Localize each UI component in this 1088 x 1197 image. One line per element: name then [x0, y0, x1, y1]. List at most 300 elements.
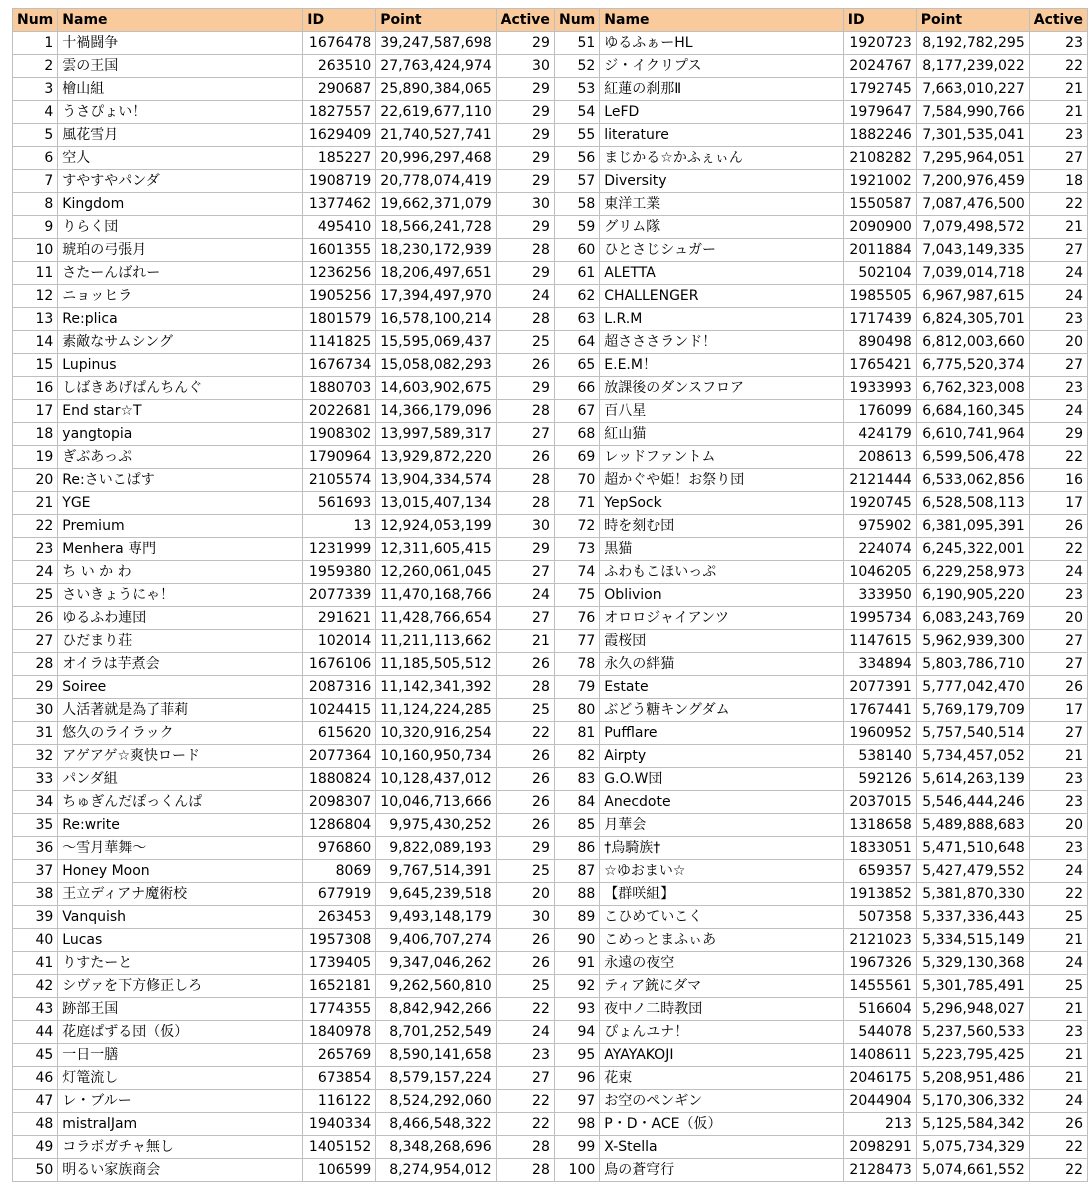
table-row: [13, 653, 555, 676]
cell-point: 11,470,168,766: [376, 584, 496, 607]
cell-num: 73: [555, 538, 600, 561]
table-row: [555, 32, 1088, 55]
cell-active: 16: [1029, 469, 1087, 492]
cell-id: 561693: [303, 492, 376, 515]
cell-name: 灯篭流し: [58, 1067, 303, 1090]
table-row: [13, 814, 555, 837]
cell-name: E.E.M！: [600, 354, 844, 377]
table-row: [13, 1044, 555, 1067]
cell-active: 23: [1029, 1021, 1087, 1044]
cell-id: 677919: [303, 883, 376, 906]
cell-active: 24: [1029, 1090, 1087, 1113]
cell-id: 1827557: [303, 101, 376, 124]
cell-id: 333950: [843, 584, 916, 607]
cell-active: 22: [496, 998, 554, 1021]
cell-id: 1141825: [303, 331, 376, 354]
table-row: [555, 883, 1088, 906]
cell-id: 2087316: [303, 676, 376, 699]
cell-active: 27: [496, 607, 554, 630]
cell-name: Diversity: [600, 170, 844, 193]
cell-point: 18,566,241,728: [376, 216, 496, 239]
cell-id: 1774355: [303, 998, 376, 1021]
cell-point: 12,311,605,415: [376, 538, 496, 561]
cell-name: ふわもこほいっぷ: [600, 561, 844, 584]
cell-active: 28: [496, 1159, 554, 1182]
cell-name: 月華会: [600, 814, 844, 837]
table-row: [555, 952, 1088, 975]
cell-num: 33: [13, 768, 58, 791]
table-row: [555, 1021, 1088, 1044]
table-row: [13, 1090, 555, 1113]
cell-id: 2128473: [843, 1159, 916, 1182]
table-row: [13, 492, 555, 515]
cell-num: 22: [13, 515, 58, 538]
table-row: [13, 952, 555, 975]
cell-name: ☆ゆおまい☆: [600, 860, 844, 883]
cell-name: ALETTA: [600, 262, 844, 285]
cell-active: 26: [1029, 676, 1087, 699]
cell-active: 22: [496, 722, 554, 745]
cell-num: 78: [555, 653, 600, 676]
table-row: [13, 308, 555, 331]
header-point: Point: [916, 9, 1029, 32]
cell-point: 8,177,239,022: [916, 55, 1029, 78]
cell-point: 7,295,964,051: [916, 147, 1029, 170]
cell-point: 5,296,948,027: [916, 998, 1029, 1021]
cell-point: 13,015,407,134: [376, 492, 496, 515]
cell-id: 1318658: [843, 814, 916, 837]
cell-id: 1236256: [303, 262, 376, 285]
cell-name: 放課後のダンスフロア: [600, 377, 844, 400]
cell-name: ぎぶあっぷ: [58, 446, 303, 469]
cell-point: 7,200,976,459: [916, 170, 1029, 193]
table-row: [13, 170, 555, 193]
cell-num: 88: [555, 883, 600, 906]
cell-name: ぶどう糖キングダム: [600, 699, 844, 722]
cell-point: 8,590,141,658: [376, 1044, 496, 1067]
cell-active: 27: [1029, 722, 1087, 745]
table-row: [13, 285, 555, 308]
cell-active: 25: [496, 699, 554, 722]
cell-id: 176099: [843, 400, 916, 423]
cell-point: 18,230,172,939: [376, 239, 496, 262]
cell-point: 7,584,990,766: [916, 101, 1029, 124]
table-row: [13, 837, 555, 860]
cell-num: 69: [555, 446, 600, 469]
cell-active: 20: [1029, 331, 1087, 354]
table-row: [555, 78, 1088, 101]
cell-active: 22: [1029, 446, 1087, 469]
cell-active: 26: [496, 768, 554, 791]
cell-id: 2098307: [303, 791, 376, 814]
cell-point: 5,734,457,052: [916, 745, 1029, 768]
cell-id: 1967326: [843, 952, 916, 975]
cell-name: ティア銃にダマ: [600, 975, 844, 998]
cell-num: 9: [13, 216, 58, 239]
cell-id: 2077364: [303, 745, 376, 768]
cell-name: L.R.M: [600, 308, 844, 331]
table-row: [13, 722, 555, 745]
cell-num: 30: [13, 699, 58, 722]
cell-active: 29: [496, 262, 554, 285]
cell-active: 21: [1029, 1044, 1087, 1067]
cell-active: 27: [496, 1067, 554, 1090]
cell-active: 26: [1029, 1113, 1087, 1136]
cell-point: 9,975,430,252: [376, 814, 496, 837]
table-row: [555, 400, 1088, 423]
cell-name: 一日一膳: [58, 1044, 303, 1067]
cell-name: Re:plica: [58, 308, 303, 331]
cell-active: 22: [1029, 55, 1087, 78]
cell-point: 8,842,942,266: [376, 998, 496, 1021]
cell-name: G.O.W団: [600, 768, 844, 791]
cell-num: 92: [555, 975, 600, 998]
cell-num: 17: [13, 400, 58, 423]
table-row: [13, 423, 555, 446]
cell-id: 8069: [303, 860, 376, 883]
cell-active: 30: [496, 55, 554, 78]
cell-active: 26: [496, 791, 554, 814]
cell-num: 21: [13, 492, 58, 515]
table-row: [555, 1044, 1088, 1067]
cell-active: 27: [1029, 239, 1087, 262]
cell-name: Oblivion: [600, 584, 844, 607]
cell-point: 6,684,160,345: [916, 400, 1029, 423]
cell-active: 20: [1029, 814, 1087, 837]
cell-active: 21: [1029, 745, 1087, 768]
cell-num: 46: [13, 1067, 58, 1090]
table-row: [555, 515, 1088, 538]
cell-num: 64: [555, 331, 600, 354]
cell-point: 15,595,069,437: [376, 331, 496, 354]
cell-num: 60: [555, 239, 600, 262]
cell-id: 1790964: [303, 446, 376, 469]
cell-active: 23: [496, 1044, 554, 1067]
header-row: [555, 9, 1088, 32]
cell-num: 66: [555, 377, 600, 400]
table-row: [555, 124, 1088, 147]
table-row: [555, 860, 1088, 883]
cell-name: 檜山組: [58, 78, 303, 101]
cell-id: 263453: [303, 906, 376, 929]
cell-num: 100: [555, 1159, 600, 1182]
cell-id: 2077339: [303, 584, 376, 607]
cell-active: 30: [496, 906, 554, 929]
cell-point: 17,394,497,970: [376, 285, 496, 308]
cell-name: 百八星: [600, 400, 844, 423]
table-row: [555, 998, 1088, 1021]
cell-num: 61: [555, 262, 600, 285]
header-row: [13, 9, 555, 32]
cell-num: 41: [13, 952, 58, 975]
table-row: [13, 607, 555, 630]
cell-active: 25: [496, 975, 554, 998]
cell-point: 9,767,514,391: [376, 860, 496, 883]
cell-active: 25: [496, 331, 554, 354]
cell-point: 7,043,149,335: [916, 239, 1029, 262]
cell-active: 22: [496, 1090, 554, 1113]
cell-point: 5,334,515,149: [916, 929, 1029, 952]
cell-num: 13: [13, 308, 58, 331]
cell-point: 6,599,506,478: [916, 446, 1029, 469]
cell-name: CHALLENGER: [600, 285, 844, 308]
cell-id: 13: [303, 515, 376, 538]
table-row: [13, 630, 555, 653]
cell-num: 38: [13, 883, 58, 906]
cell-name: 空人: [58, 147, 303, 170]
cell-id: 290687: [303, 78, 376, 101]
cell-num: 26: [13, 607, 58, 630]
cell-num: 48: [13, 1113, 58, 1136]
cell-num: 55: [555, 124, 600, 147]
cell-name: 鳥の蒼穹行: [600, 1159, 844, 1182]
table-row: [13, 906, 555, 929]
table-row: [13, 1159, 555, 1182]
cell-name: ち い か わ: [58, 561, 303, 584]
cell-name: りすたーと: [58, 952, 303, 975]
ranking-table-left: [12, 8, 555, 1182]
cell-id: 213: [843, 1113, 916, 1136]
cell-name: オロロジャイアンツ: [600, 607, 844, 630]
table-row: [555, 1090, 1088, 1113]
table-row: [13, 699, 555, 722]
cell-num: 91: [555, 952, 600, 975]
cell-point: 7,663,010,227: [916, 78, 1029, 101]
cell-name: Anecdote: [600, 791, 844, 814]
cell-num: 98: [555, 1113, 600, 1136]
cell-id: 1629409: [303, 124, 376, 147]
cell-num: 23: [13, 538, 58, 561]
cell-point: 5,427,479,552: [916, 860, 1029, 883]
cell-num: 74: [555, 561, 600, 584]
cell-num: 32: [13, 745, 58, 768]
cell-point: 10,160,950,734: [376, 745, 496, 768]
cell-active: 29: [496, 124, 554, 147]
cell-id: 1908302: [303, 423, 376, 446]
cell-name: 明るい家族商会: [58, 1159, 303, 1182]
cell-num: 65: [555, 354, 600, 377]
table-row: [13, 745, 555, 768]
cell-num: 39: [13, 906, 58, 929]
cell-id: 1286804: [303, 814, 376, 837]
cell-point: 9,822,089,193: [376, 837, 496, 860]
cell-num: 10: [13, 239, 58, 262]
cell-id: 673854: [303, 1067, 376, 1090]
cell-num: 1: [13, 32, 58, 55]
table-row: [555, 101, 1088, 124]
cell-active: 17: [1029, 699, 1087, 722]
cell-num: 40: [13, 929, 58, 952]
cell-id: 1024415: [303, 699, 376, 722]
cell-num: 68: [555, 423, 600, 446]
cell-point: 7,079,498,572: [916, 216, 1029, 239]
cell-active: 23: [1029, 791, 1087, 814]
header-name: Name: [600, 9, 844, 32]
cell-num: 24: [13, 561, 58, 584]
cell-id: 2108282: [843, 147, 916, 170]
cell-active: 24: [1029, 952, 1087, 975]
cell-id: 2037015: [843, 791, 916, 814]
cell-name: 花庭ぱずる団（仮）: [58, 1021, 303, 1044]
cell-id: 1905256: [303, 285, 376, 308]
cell-point: 6,967,987,615: [916, 285, 1029, 308]
cell-id: 1801579: [303, 308, 376, 331]
cell-name: 花束: [600, 1067, 844, 1090]
cell-num: 11: [13, 262, 58, 285]
cell-point: 11,211,113,662: [376, 630, 496, 653]
table-row: [13, 262, 555, 285]
cell-id: 1046205: [843, 561, 916, 584]
cell-point: 6,533,062,856: [916, 469, 1029, 492]
cell-active: 29: [496, 216, 554, 239]
cell-active: 27: [1029, 147, 1087, 170]
cell-num: 3: [13, 78, 58, 101]
cell-id: 224074: [843, 538, 916, 561]
cell-name: コラボガチャ無し: [58, 1136, 303, 1159]
cell-point: 5,777,042,470: [916, 676, 1029, 699]
cell-num: 82: [555, 745, 600, 768]
cell-id: 1960952: [843, 722, 916, 745]
table-row: [13, 32, 555, 55]
cell-num: 27: [13, 630, 58, 653]
cell-name: ひとさじシュガー: [600, 239, 844, 262]
table-row: [555, 285, 1088, 308]
cell-active: 25: [496, 860, 554, 883]
cell-num: 70: [555, 469, 600, 492]
table-row: [13, 584, 555, 607]
table-row: [555, 239, 1088, 262]
cell-id: 507358: [843, 906, 916, 929]
table-row: [555, 423, 1088, 446]
cell-name: End star☆T: [58, 400, 303, 423]
cell-name: †烏騎族†: [600, 837, 844, 860]
cell-name: こひめていこく: [600, 906, 844, 929]
cell-active: 27: [1029, 653, 1087, 676]
cell-point: 7,301,535,041: [916, 124, 1029, 147]
header-point: Point: [376, 9, 496, 32]
cell-point: 20,996,297,468: [376, 147, 496, 170]
cell-id: 615620: [303, 722, 376, 745]
cell-id: 1985505: [843, 285, 916, 308]
cell-id: 495410: [303, 216, 376, 239]
cell-active: 20: [1029, 607, 1087, 630]
cell-point: 11,142,341,392: [376, 676, 496, 699]
cell-id: 1957308: [303, 929, 376, 952]
cell-num: 52: [555, 55, 600, 78]
cell-point: 16,578,100,214: [376, 308, 496, 331]
table-row: [555, 906, 1088, 929]
cell-id: 2121444: [843, 469, 916, 492]
cell-name: 夜中ノ二時教団: [600, 998, 844, 1021]
cell-id: 976860: [303, 837, 376, 860]
cell-id: 2090900: [843, 216, 916, 239]
cell-name: 素敵なサムシング: [58, 331, 303, 354]
cell-active: 26: [496, 952, 554, 975]
cell-id: 538140: [843, 745, 916, 768]
header-active: Active: [1029, 9, 1087, 32]
cell-name: Menhera 専門: [58, 538, 303, 561]
cell-id: 1231999: [303, 538, 376, 561]
cell-name: ジ・イクリプス: [600, 55, 844, 78]
cell-name: ちゅぎんだぽっくんぱ: [58, 791, 303, 814]
cell-id: 1979647: [843, 101, 916, 124]
cell-num: 42: [13, 975, 58, 998]
cell-id: 1676106: [303, 653, 376, 676]
cell-active: 23: [1029, 768, 1087, 791]
cell-point: 14,603,902,675: [376, 377, 496, 400]
cell-num: 28: [13, 653, 58, 676]
cell-name: 雲の王国: [58, 55, 303, 78]
cell-active: 21: [496, 630, 554, 653]
table-row: [13, 1021, 555, 1044]
cell-name: YepSock: [600, 492, 844, 515]
cell-num: 8: [13, 193, 58, 216]
cell-point: 5,337,336,443: [916, 906, 1029, 929]
cell-active: 24: [1029, 561, 1087, 584]
cell-active: 22: [1029, 1159, 1087, 1182]
cell-id: 2024767: [843, 55, 916, 78]
table-row: [13, 400, 555, 423]
cell-name: Vanquish: [58, 906, 303, 929]
header-num: Num: [13, 9, 58, 32]
cell-point: 15,058,082,293: [376, 354, 496, 377]
cell-name: シヴァを下方修正しろ: [58, 975, 303, 998]
cell-point: 5,329,130,368: [916, 952, 1029, 975]
table-row: [13, 354, 555, 377]
cell-point: 6,381,095,391: [916, 515, 1029, 538]
table-row: [13, 331, 555, 354]
cell-num: 53: [555, 78, 600, 101]
cell-num: 37: [13, 860, 58, 883]
cell-active: 28: [496, 1136, 554, 1159]
cell-active: 21: [1029, 101, 1087, 124]
cell-point: 6,190,905,220: [916, 584, 1029, 607]
cell-active: 28: [496, 400, 554, 423]
table-row: [555, 262, 1088, 285]
cell-name: りらく団: [58, 216, 303, 239]
cell-point: 6,229,258,973: [916, 561, 1029, 584]
cell-name: P・D・ACE（仮）: [600, 1113, 844, 1136]
cell-name: まじかる☆かふぇぃん: [600, 147, 844, 170]
table-row: [555, 768, 1088, 791]
cell-id: 1550587: [843, 193, 916, 216]
cell-id: 1792745: [843, 78, 916, 101]
cell-name: 十禍闘争: [58, 32, 303, 55]
table-row: [555, 561, 1088, 584]
cell-active: 24: [1029, 400, 1087, 423]
cell-name: 悠久のライラック: [58, 722, 303, 745]
cell-point: 5,223,795,425: [916, 1044, 1029, 1067]
cell-name: レ・ブルー: [58, 1090, 303, 1113]
cell-num: 51: [555, 32, 600, 55]
cell-id: 1840978: [303, 1021, 376, 1044]
cell-active: 17: [1029, 492, 1087, 515]
cell-id: 1147615: [843, 630, 916, 653]
cell-name: Re:さいこぱす: [58, 469, 303, 492]
cell-name: Honey Moon: [58, 860, 303, 883]
cell-active: 21: [1029, 78, 1087, 101]
cell-active: 29: [496, 101, 554, 124]
table-row: [13, 101, 555, 124]
cell-id: 1920745: [843, 492, 916, 515]
table-row: [555, 377, 1088, 400]
cell-point: 6,812,003,660: [916, 331, 1029, 354]
header-num: Num: [555, 9, 600, 32]
cell-num: 63: [555, 308, 600, 331]
cell-active: 29: [496, 538, 554, 561]
cell-name: 超かぐや姫！お祭り団: [600, 469, 844, 492]
cell-id: 544078: [843, 1021, 916, 1044]
